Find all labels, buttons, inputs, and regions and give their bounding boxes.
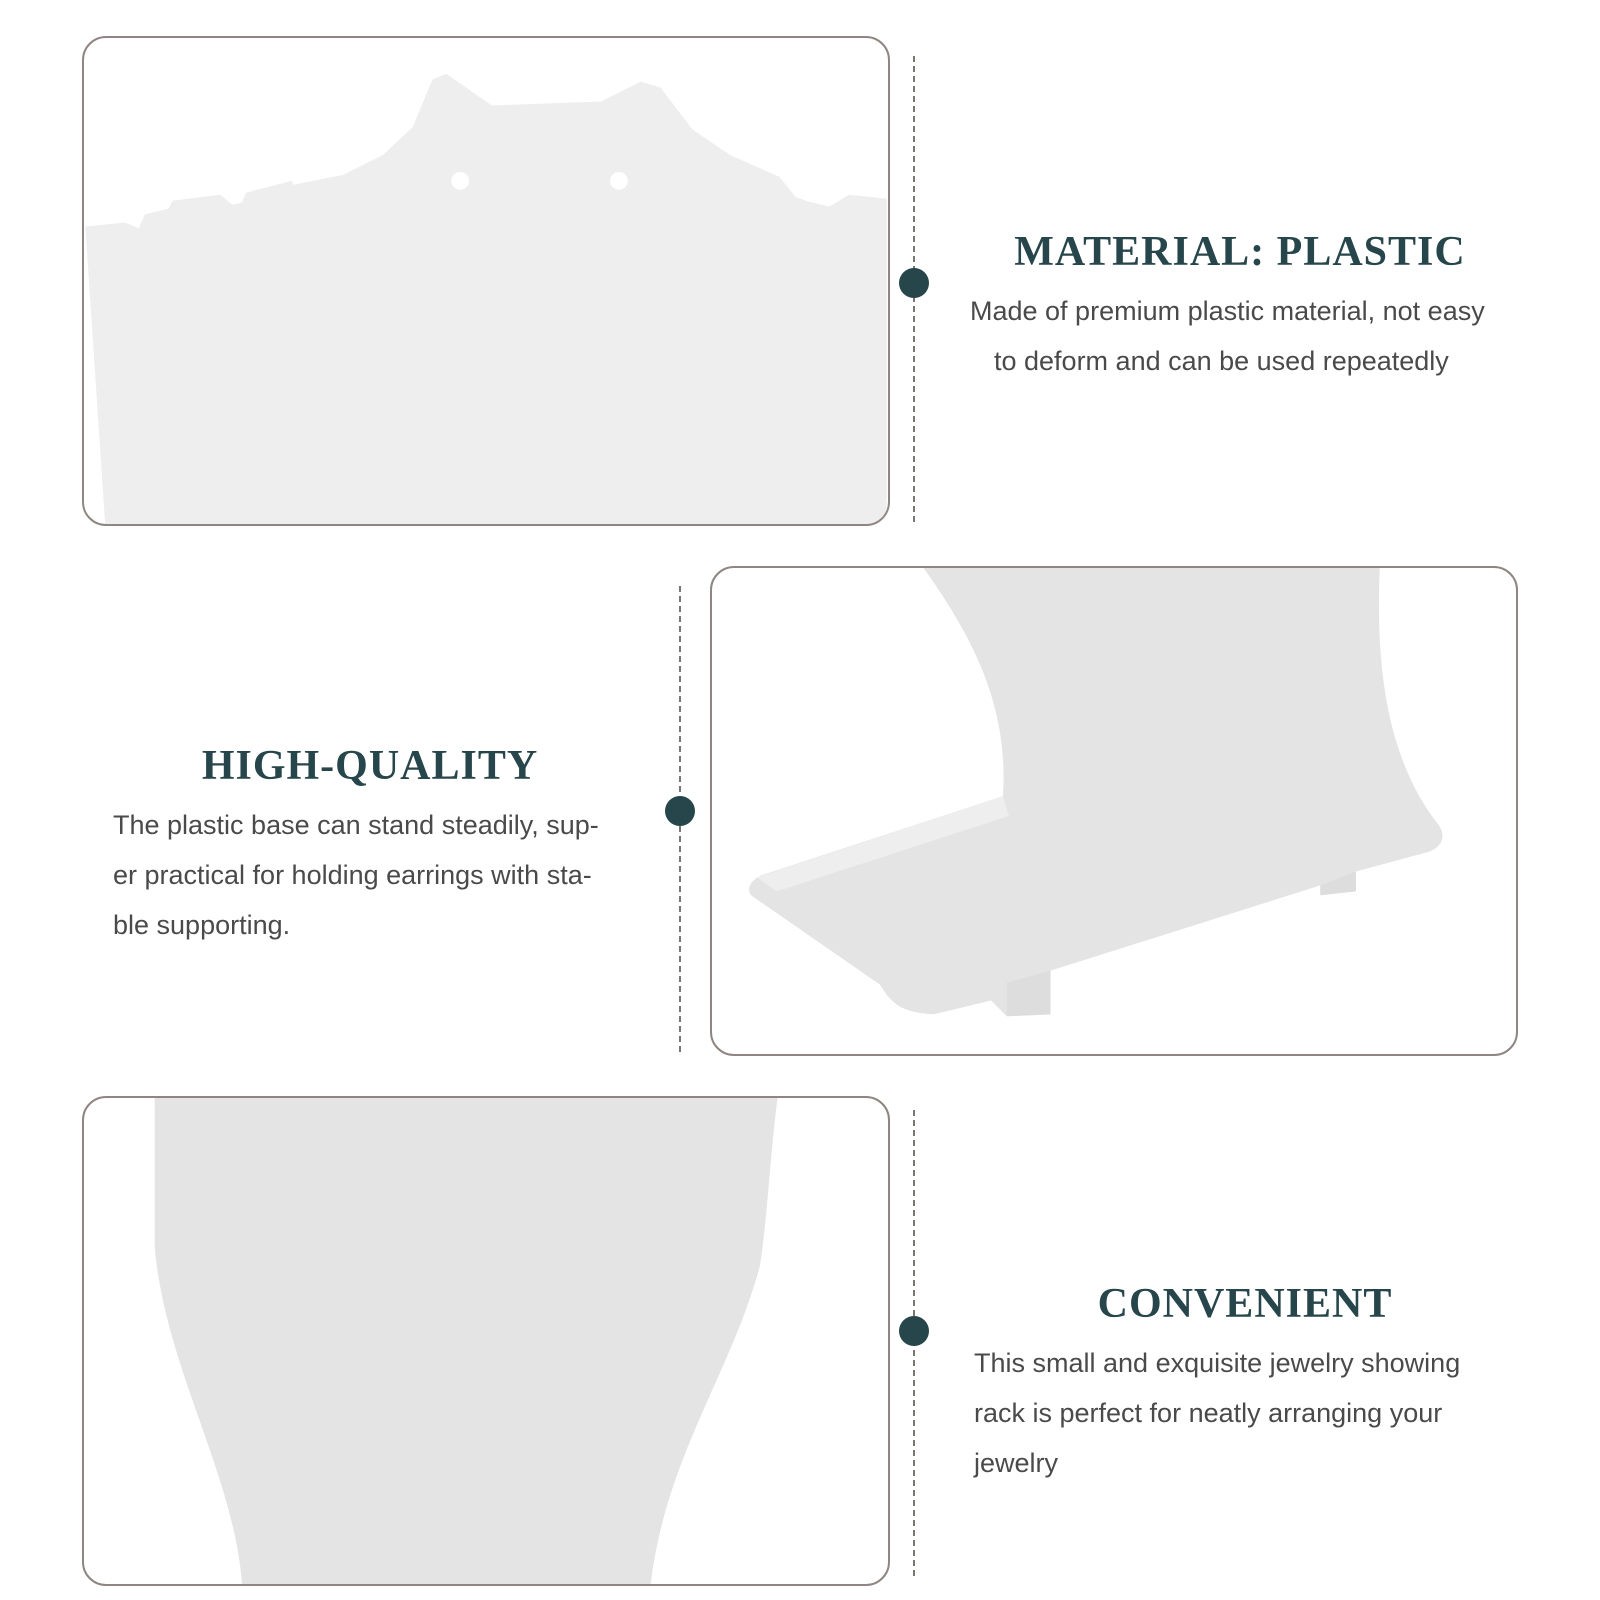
earring-stand-side-view xyxy=(712,568,1516,1054)
product-image-middle xyxy=(710,566,1518,1056)
bullet-dot-2 xyxy=(665,796,695,826)
section-title-quality: HIGH-QUALITY xyxy=(201,743,539,789)
section-text-convenient-line-2: rack is perfect for neatly arranging your xyxy=(974,1398,1443,1428)
product-image-top xyxy=(82,36,890,526)
section-text-material-line-2: to deform and can be used repeatedly xyxy=(994,346,1449,376)
section-text-material-line-1: Made of premium plastic material, not easy xyxy=(970,296,1485,326)
section-title-convenient: CONVENIENT xyxy=(1097,1281,1393,1327)
bullet-dot-3 xyxy=(899,1316,929,1346)
bullet-dot-1 xyxy=(899,268,929,298)
section-text-convenient-line-1: This small and exquisite jewelry showing xyxy=(974,1348,1461,1378)
section-text-quality-line-2: er practical for holding earrings with sta- xyxy=(113,860,592,890)
section-text-convenient-line-3: jewelry xyxy=(974,1448,1059,1478)
earring-card-closeup xyxy=(84,38,888,524)
section-text-quality-line-3: ble supporting. xyxy=(113,910,291,940)
section-text-quality-line-1: The plastic base can stand steadily, sup- xyxy=(113,810,599,840)
section-title-material: MATERIAL: PLASTIC xyxy=(1014,229,1466,275)
earring-stand-front-view xyxy=(84,1098,888,1584)
product-image-bottom xyxy=(82,1096,890,1586)
